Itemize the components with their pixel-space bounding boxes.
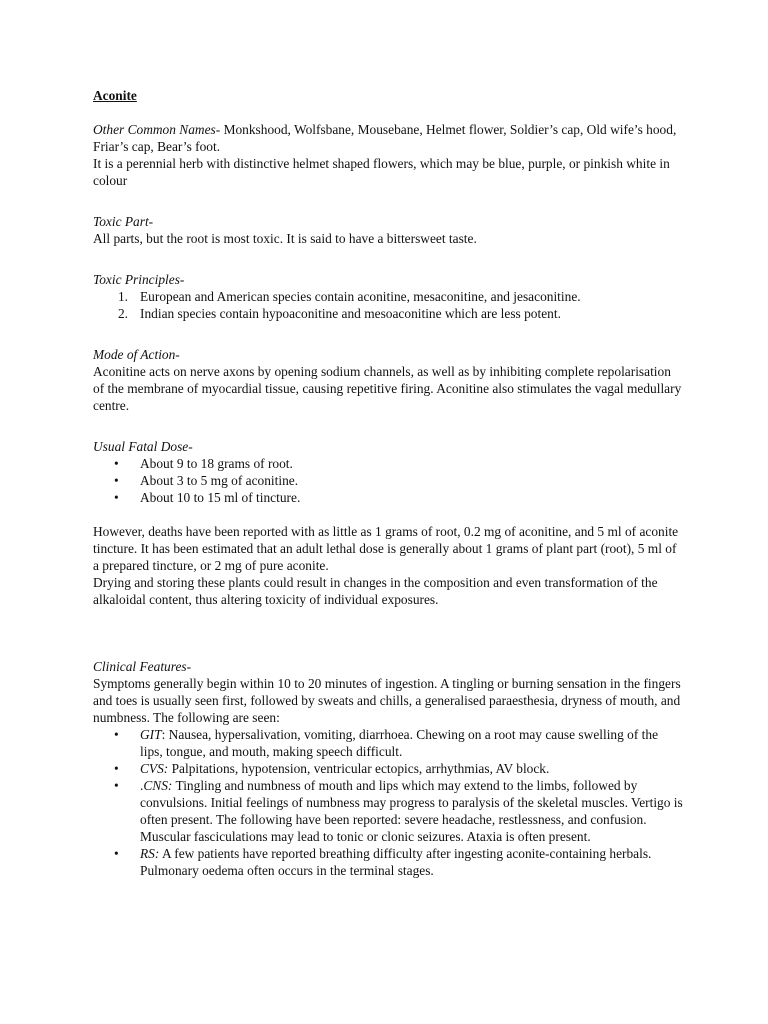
list-item-label: RS: [140, 846, 160, 861]
list-item-text: About 10 to 15 ml of tincture. [140, 490, 301, 505]
toxic-part-text: All parts, but the root is most toxic. It is said to have a bittersweet taste. [93, 231, 477, 246]
toxic-principles-heading: Toxic Principles- [93, 272, 185, 287]
clinical-features-list [93, 726, 683, 879]
list-item [93, 760, 683, 777]
fatal-dose-list [93, 455, 683, 506]
bullet-icon [114, 777, 119, 794]
list-item [93, 305, 683, 322]
list-item-label: GIT [140, 727, 162, 742]
list-item-text: Indian species contain hypoaconitine and mesoaconitine which are less potent. [140, 306, 561, 321]
list-item [93, 472, 683, 489]
fatal-dose-paragraph: However, deaths have been reported with as little as 1 grams of root, 0.2 mg of aconitine, and 5 ml of aconite tincture. It has been estimated that an adult lethal dose is generally about 1 grams of plant part (root), 5 ml of a prepared tincture, or 2 mg of pure aconite. [93, 524, 679, 573]
bullet-icon [114, 455, 119, 472]
list-item [93, 455, 683, 472]
list-item-text: Palpitations, hypotension, ventricular ectopics, arrhythmias, AV block. [168, 761, 550, 776]
clinical-features-heading: Clinical Features- [93, 659, 192, 674]
bullet-icon [114, 472, 119, 489]
mode-of-action-text: Aconitine acts on nerve axons by opening sodium channels, as well as by inhibiting complete repolarisation of the membrane of myocardial tissue, causing repetitive firing. Aconitine also stimulates the vagal medullary centre. [93, 364, 682, 413]
common-names-label: Other Common Names- [93, 122, 221, 137]
list-item-text: : Nausea, hypersalivation, vomiting, diarrhoea. Chewing on a root may cause swelling of the lips, tongue, and mouth, making speech difficult. [140, 727, 659, 759]
bullet-icon [114, 489, 119, 506]
list-item-prefix: . [140, 778, 144, 793]
list-item [93, 845, 683, 879]
common-names-paragraph [93, 121, 683, 155]
toxic-part-heading: Toxic Part- [93, 214, 154, 229]
bullet-icon [114, 845, 119, 862]
list-item-label: CNS: [143, 778, 173, 793]
document-title: Aconite [93, 88, 137, 103]
list-item [93, 489, 683, 506]
mode-of-action-heading: Mode of Action- [93, 347, 180, 362]
list-item [93, 288, 683, 305]
list-item [93, 777, 683, 845]
toxic-principles-list [93, 288, 683, 322]
bullet-icon [114, 726, 119, 743]
list-item-text: Tingling and numbness of mouth and lips which may extend to the limbs, followed by convulsions. Initial feelings of numbness may progress to paralysis of the skeletal muscles. Vertigo is often present. The following have been reported: severe headache, restlessness, and confusion. Muscular fasciculations may lead to tonic or clonic seizures. Ataxia is often present. [140, 778, 683, 844]
bullet-icon [114, 760, 119, 777]
description-paragraph: It is a perennial herb with distinctive helmet shaped flowers, which may be blue, purple, or pinkish white in colour [93, 156, 670, 188]
list-item-text: A few patients have reported breathing difficulty after ingesting aconite-containing herbals. Pulmonary oedema often occurs in the terminal stages. [140, 846, 652, 878]
list-number: 2. [117, 306, 128, 321]
list-item-text: About 9 to 18 grams of root. [140, 456, 293, 471]
list-item-label: CVS: [140, 761, 169, 776]
fatal-dose-heading: Usual Fatal Dose- [93, 439, 193, 454]
common-names-text: Monkshood, Wolfsbane, Mousebane, Helmet flower, Soldier’s cap, Old wife’s hood, Friar’s cap, Bear’s foot. [93, 122, 677, 154]
clinical-intro-paragraph: Symptoms generally begin within 10 to 20 minutes of ingestion. A tingling or burning sensation in the fingers and toes is usually seen first, followed by sweats and chills, a generalised paraesthesia, dryness of mouth, and numbness. The following are seen: [93, 676, 681, 725]
document-body [93, 87, 683, 879]
list-item-text: About 3 to 5 mg of aconitine. [140, 473, 299, 488]
list-item-text: European and American species contain aconitine, mesaconitine, and jesaconitine. [140, 289, 581, 304]
list-item [93, 726, 683, 760]
list-number: 1. [117, 289, 128, 304]
storage-paragraph: Drying and storing these plants could result in changes in the composition and even transformation of the alkaloidal content, thus altering toxicity of individual exposures. [93, 575, 658, 607]
